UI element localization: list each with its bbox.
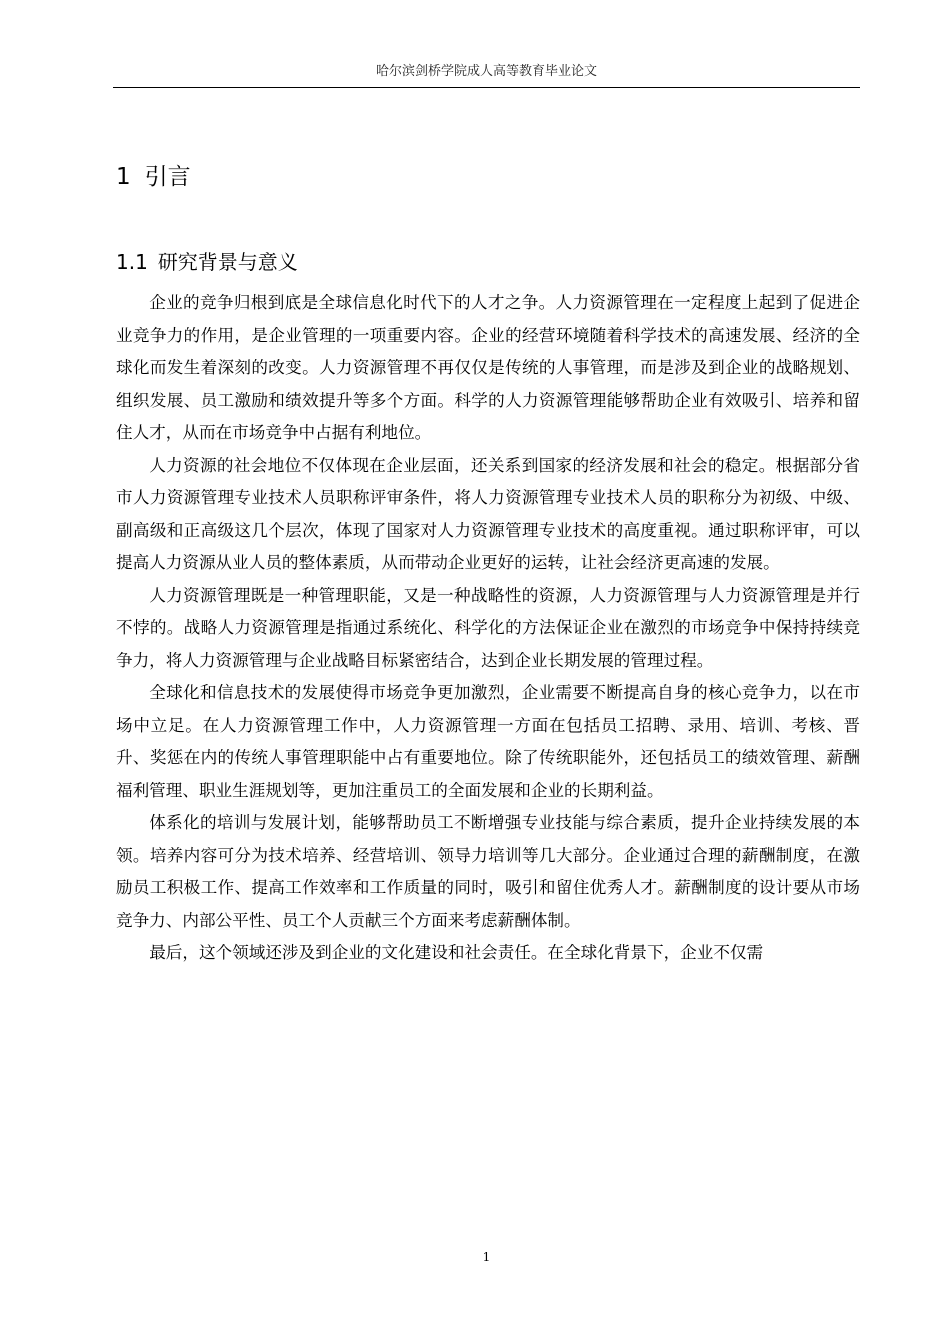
chapter-number: 1 [116, 164, 131, 190]
paragraph: 最后，这个领域还涉及到企业的文化建设和社会责任。在全球化背景下，企业不仅需 [149, 943, 764, 962]
body-text [116, 287, 860, 970]
chapter-title: 引言 [144, 164, 191, 190]
page-number: 1 [482, 1250, 491, 1264]
paragraph: 人力资源的社会地位不仅体现在企业层面，还关系到国家的经济发展和社会的稳定。根据部分省市人力资源管理专业技术人员职称评审条件，将人力资源管理专业技术人员的职称分为初级、中级、副高级和正高级这几个层次，体现了国家对人力资源管理专业技术的高度重视。通过职称评审，可以提高人力资源从业人员的整体素质，从而带动企业更好的运转，让社会经济更高速的发展。 [116, 455, 860, 572]
section-title: 研究背景与意义 [157, 250, 298, 274]
paragraph: 人力资源管理既是一种管理职能，又是一种战略性的资源，人力资源管理与人力资源管理是并行不悖的。战略人力资源管理是指通过系统化、科学化的方法保证企业在激烈的市场竞争中保持持续竞争力，将人力资源管理与企业战略目标紧密结合，达到企业长期发展的管理过程。 [116, 585, 860, 670]
running-header: 哈尔滨剑桥学院成人高等教育毕业论文 [375, 64, 597, 79]
paragraph: 全球化和信息技术的发展使得市场竞争更加激烈，企业需要不断提高自身的核心竞争力，以在市场中立足。在人力资源管理工作中，人力资源管理一方面在包括员工招聘、录用、培训、考核、晋升、奖惩在内的传统人事管理职能中占有重要地位。除了传统职能外，还包括员工的绩效管理、薪酬福利管理、职业生涯规划等，更加注重员工的全面发展和企业的长期利益。 [116, 683, 860, 800]
section-number: 1.1 [116, 250, 148, 274]
paragraph: 企业的竞争归根到底是全球信息化时代下的人才之争。人力资源管理在一定程度上起到了促进企业竞争力的作用，是企业管理的一项重要内容。企业的经营环境随着科学技术的高速发展、经济的全球化而发生着深刻的改变。人力资源管理不再仅仅是传统的人事管理，而是涉及到企业的战略规划、组织发展、员工激励和绩效提升等多个方面。科学的人力资源管理能够帮助企业有效吸引、培养和留住人才，从而在市场竞争中占据有利地位。 [116, 293, 860, 442]
section-heading [116, 246, 298, 278]
chapter-heading [116, 160, 191, 194]
paragraph: 体系化的培训与发展计划，能够帮助员工不断增强专业技能与综合素质，提升企业持续发展的本领。培养内容可分为技术培养、经营培训、领导力培训等几大部分。企业通过合理的薪酬制度，在激励员工积极工作、提高工作效率和工作质量的同时，吸引和留住优秀人才。薪酬制度的设计要从市场竞争力、内部公平性、员工个人贡献三个方面来考虑薪酬体制。 [116, 813, 860, 930]
header-rule [113, 87, 860, 88]
